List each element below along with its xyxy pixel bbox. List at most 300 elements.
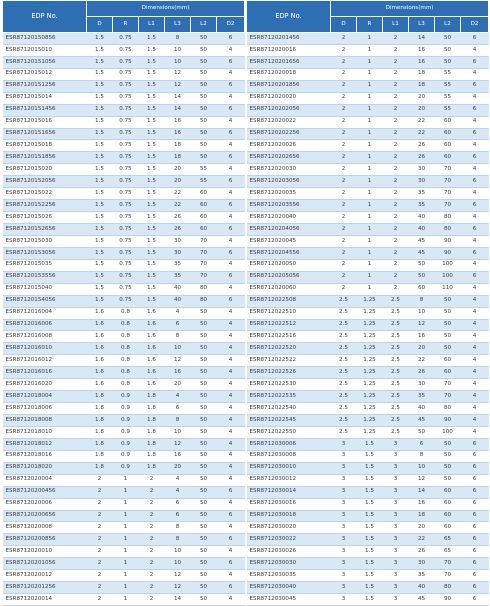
table-row <box>3 415 245 427</box>
cell-d: 1.5 <box>87 56 113 68</box>
cell-l3: 20 <box>165 164 191 176</box>
cell-d2: 6 <box>461 498 489 510</box>
cell-d2: 4 <box>217 498 245 510</box>
cell-d: 1.5 <box>87 128 113 140</box>
table-row <box>3 104 245 116</box>
cell-d2: 6 <box>217 295 245 307</box>
cell-d2: 4 <box>217 307 245 319</box>
col-header-d2: D2 <box>217 17 245 33</box>
cell-l1: 2 <box>139 558 165 570</box>
cell-l3: 35 <box>165 271 191 283</box>
cell-r: 1 <box>357 200 383 212</box>
cell-l2: 60 <box>435 140 461 152</box>
table-row <box>3 224 245 236</box>
cell-r: 0.8 <box>113 331 139 343</box>
cell-d: 3 <box>331 594 357 606</box>
cell-l1: 1.6 <box>139 307 165 319</box>
cell-edp-no: ESR8712015016 <box>3 116 87 128</box>
cell-l1: 1.5 <box>139 33 165 45</box>
cell-r: 0.75 <box>113 128 139 140</box>
cell-l1: 2 <box>139 570 165 582</box>
cell-r: 0.9 <box>113 415 139 427</box>
table-row <box>3 116 245 128</box>
table-row <box>3 462 245 474</box>
cell-edp-no: ESR8712015018 <box>3 140 87 152</box>
cell-d2: 4 <box>461 283 489 295</box>
cell-l2: 50 <box>191 92 217 104</box>
cell-d: 1.6 <box>87 367 113 379</box>
cell-d: 2 <box>87 570 113 582</box>
cell-l1: 2 <box>383 271 409 283</box>
cell-r: 1 <box>357 235 383 247</box>
table-row <box>247 367 489 379</box>
table-row <box>3 438 245 450</box>
cell-l2: 50 <box>191 450 217 462</box>
cell-r: 0.9 <box>113 391 139 403</box>
cell-l1: 2.5 <box>383 415 409 427</box>
cell-l1: 1.5 <box>139 224 165 236</box>
cell-l3: 20 <box>409 343 435 355</box>
cell-d: 3 <box>331 522 357 534</box>
cell-d: 2 <box>331 259 357 271</box>
cell-d2: 4 <box>461 295 489 307</box>
cell-l1: 1.8 <box>139 462 165 474</box>
cell-l3: 10 <box>165 558 191 570</box>
cell-l2: 60 <box>191 224 217 236</box>
cell-r: 0.75 <box>113 68 139 80</box>
cell-d2: 4 <box>217 474 245 486</box>
table-row <box>247 44 489 56</box>
table-row <box>247 486 489 498</box>
cell-r: 0.75 <box>113 80 139 92</box>
cell-d: 2.5 <box>331 403 357 415</box>
cell-l1: 1.5 <box>139 188 165 200</box>
cell-l3: 40 <box>165 295 191 307</box>
cell-d2: 4 <box>461 379 489 391</box>
table-row <box>3 570 245 582</box>
cell-r: 1 <box>357 80 383 92</box>
cell-l3: 14 <box>165 104 191 116</box>
cell-edp-no: ESR87120151856 <box>3 152 87 164</box>
cell-l2: 55 <box>435 104 461 116</box>
cell-l3: 35 <box>409 391 435 403</box>
table-row <box>3 271 245 283</box>
cell-l2: 50 <box>435 438 461 450</box>
cell-r: 1.25 <box>357 319 383 331</box>
cell-l1: 2 <box>383 33 409 45</box>
cell-l1: 3 <box>383 438 409 450</box>
table-row <box>3 486 245 498</box>
cell-d: 2 <box>331 152 357 164</box>
cell-l3: 45 <box>409 247 435 259</box>
cell-edp-no: ESR8712030016 <box>247 498 331 510</box>
cell-l2: 50 <box>191 80 217 92</box>
cell-r: 1.25 <box>357 343 383 355</box>
cell-l1: 2 <box>383 212 409 224</box>
cell-edp-no: ESR8712020045 <box>247 235 331 247</box>
table-row <box>247 558 489 570</box>
table-row <box>3 307 245 319</box>
cell-edp-no: ESR8712020008 <box>3 522 87 534</box>
cell-l1: 1.5 <box>139 56 165 68</box>
cell-l2: 50 <box>191 438 217 450</box>
cell-l1: 2.5 <box>383 343 409 355</box>
cell-r: 0.75 <box>113 200 139 212</box>
cell-d: 1.5 <box>87 140 113 152</box>
cell-l3: 8 <box>165 331 191 343</box>
cell-d: 1.6 <box>87 307 113 319</box>
cell-d: 3 <box>331 450 357 462</box>
cell-edp-no: ESR87120151256 <box>3 80 87 92</box>
cell-r: 1.25 <box>357 403 383 415</box>
cell-l3: 8 <box>165 33 191 45</box>
cell-l1: 2 <box>383 56 409 68</box>
cell-l3: 6 <box>165 403 191 415</box>
cell-edp-no: ESR8712015012 <box>3 68 87 80</box>
cell-edp-no: ESR8712020022 <box>247 116 331 128</box>
cell-l1: 1.5 <box>139 271 165 283</box>
cell-d2: 4 <box>461 319 489 331</box>
table-row <box>247 68 489 80</box>
table-row <box>3 44 245 56</box>
cell-l1: 2 <box>139 546 165 558</box>
cell-d2: 6 <box>461 247 489 259</box>
cell-l3: 12 <box>409 319 435 331</box>
cell-l2: 60 <box>191 200 217 212</box>
cell-d2: 6 <box>217 56 245 68</box>
cell-d2: 4 <box>217 319 245 331</box>
cell-d: 2 <box>87 582 113 594</box>
cell-r: 1 <box>113 474 139 486</box>
cell-l3: 22 <box>165 188 191 200</box>
table-row <box>247 474 489 486</box>
cell-l1: 2 <box>383 152 409 164</box>
cell-edp-no: ESR87120203556 <box>247 200 331 212</box>
cell-r: 0.75 <box>113 164 139 176</box>
table-row <box>3 319 245 331</box>
cell-r: 1.5 <box>357 522 383 534</box>
cell-edp-no: ESR87120153056 <box>3 247 87 259</box>
cell-edp-no: ESR8712030008 <box>247 450 331 462</box>
cell-d: 2 <box>331 92 357 104</box>
cell-l2: 80 <box>191 283 217 295</box>
cell-r: 1.25 <box>357 355 383 367</box>
cell-edp-no: ESR8712022545 <box>247 415 331 427</box>
cell-r: 1 <box>357 68 383 80</box>
cell-l1: 1.5 <box>139 140 165 152</box>
col-header-l2: L2 <box>435 17 461 33</box>
cell-d2: 4 <box>217 44 245 56</box>
cell-l2: 80 <box>435 403 461 415</box>
cell-edp-no: ESR8712015022 <box>3 188 87 200</box>
cell-l1: 3 <box>383 594 409 606</box>
cell-r: 0.75 <box>113 44 139 56</box>
cell-r: 0.8 <box>113 367 139 379</box>
cell-l1: 1.5 <box>139 104 165 116</box>
table-row <box>247 570 489 582</box>
cell-d2: 4 <box>217 212 245 224</box>
cell-l1: 3 <box>383 510 409 522</box>
cell-l3: 20 <box>409 92 435 104</box>
cell-d: 2 <box>331 188 357 200</box>
cell-edp-no: ESR8712018010 <box>3 426 87 438</box>
cell-l2: 55 <box>435 92 461 104</box>
cell-r: 1 <box>357 128 383 140</box>
cell-r: 1 <box>357 283 383 295</box>
table-row <box>247 450 489 462</box>
cell-edp-no: ESR87120201656 <box>247 56 331 68</box>
cell-l2: 60 <box>435 128 461 140</box>
cell-d: 3 <box>331 498 357 510</box>
cell-l1: 2 <box>139 594 165 606</box>
cell-l3: 26 <box>165 224 191 236</box>
cell-l2: 55 <box>435 80 461 92</box>
table-row <box>3 92 245 104</box>
cell-r: 1.25 <box>357 391 383 403</box>
cell-l2: 50 <box>191 498 217 510</box>
cell-l2: 70 <box>191 271 217 283</box>
cell-l3: 30 <box>409 164 435 176</box>
cell-d: 1.8 <box>87 438 113 450</box>
cell-l3: 22 <box>409 116 435 128</box>
cell-r: 1 <box>357 44 383 56</box>
cell-r: 1 <box>357 188 383 200</box>
cell-r: 1 <box>357 116 383 128</box>
table-row <box>3 379 245 391</box>
cell-d2: 4 <box>461 188 489 200</box>
cell-l3: 22 <box>409 534 435 546</box>
cell-l3: 18 <box>409 68 435 80</box>
table-row <box>247 426 489 438</box>
cell-l2: 50 <box>435 474 461 486</box>
table-row <box>3 295 245 307</box>
table-row <box>3 367 245 379</box>
cell-d2: 4 <box>461 355 489 367</box>
cell-d2: 4 <box>217 462 245 474</box>
cell-edp-no: ESR87120203056 <box>247 176 331 188</box>
table-row <box>3 546 245 558</box>
cell-edp-no: ESR8712018020 <box>3 462 87 474</box>
cell-d2: 6 <box>217 33 245 45</box>
cell-l2: 50 <box>191 355 217 367</box>
cell-d: 1.5 <box>87 188 113 200</box>
cell-edp-no: ESR8712020050 <box>247 259 331 271</box>
cell-edp-no: ESR8712016020 <box>3 379 87 391</box>
cell-d: 2.5 <box>331 426 357 438</box>
cell-d2: 6 <box>461 438 489 450</box>
cell-l3: 12 <box>165 582 191 594</box>
cell-l3: 10 <box>165 426 191 438</box>
cell-r: 1.5 <box>357 546 383 558</box>
cell-l2: 50 <box>191 128 217 140</box>
cell-l1: 2 <box>383 44 409 56</box>
cell-d2: 6 <box>461 486 489 498</box>
cell-l1: 2 <box>139 582 165 594</box>
cell-d2: 6 <box>461 56 489 68</box>
cell-d: 3 <box>331 534 357 546</box>
cell-l2: 100 <box>435 426 461 438</box>
cell-edp-no: ESR8712030045 <box>247 594 331 606</box>
cell-d: 3 <box>331 558 357 570</box>
cell-d2: 4 <box>217 522 245 534</box>
cell-edp-no: ESR87120201456 <box>247 33 331 45</box>
cell-l2: 50 <box>191 415 217 427</box>
cell-d: 1.5 <box>87 271 113 283</box>
cell-edp-no: ESR87120201856 <box>247 80 331 92</box>
cell-l1: 3 <box>383 558 409 570</box>
cell-l2: 60 <box>435 355 461 367</box>
cell-edp-no: ESR87120204056 <box>247 224 331 236</box>
cell-edp-no: ESR8712030006 <box>247 438 331 450</box>
cell-d: 2.5 <box>331 295 357 307</box>
cell-l2: 50 <box>191 152 217 164</box>
cell-edp-no: ESR8712020035 <box>247 188 331 200</box>
cell-d: 2 <box>331 200 357 212</box>
cell-d: 1.8 <box>87 391 113 403</box>
cell-l3: 16 <box>165 128 191 140</box>
cell-l2: 50 <box>191 582 217 594</box>
cell-l3: 14 <box>165 594 191 606</box>
cell-l1: 1.5 <box>139 235 165 247</box>
cell-d: 2 <box>87 522 113 534</box>
cell-edp-no: ESR8712016012 <box>3 355 87 367</box>
cell-l3: 22 <box>409 128 435 140</box>
cell-l2: 70 <box>435 379 461 391</box>
cell-r: 1 <box>357 104 383 116</box>
cell-r: 0.75 <box>113 271 139 283</box>
table-row <box>3 403 245 415</box>
cell-edp-no: ESR8712030014 <box>247 486 331 498</box>
cell-d2: 6 <box>461 128 489 140</box>
cell-d: 2 <box>87 534 113 546</box>
cell-d: 2.5 <box>331 331 357 343</box>
cell-l1: 1.5 <box>139 128 165 140</box>
cell-l1: 3 <box>383 582 409 594</box>
cell-l3: 35 <box>409 188 435 200</box>
cell-l1: 1.8 <box>139 438 165 450</box>
cell-l2: 60 <box>435 116 461 128</box>
cell-d: 2.5 <box>331 355 357 367</box>
cell-d2: 6 <box>461 152 489 164</box>
table-row <box>3 594 245 606</box>
table-row <box>3 343 245 355</box>
cell-d2: 6 <box>461 546 489 558</box>
table-row <box>247 498 489 510</box>
table-row <box>3 212 245 224</box>
cell-l3: 35 <box>409 200 435 212</box>
cell-d: 3 <box>331 582 357 594</box>
cell-r: 0.8 <box>113 379 139 391</box>
table-row <box>247 176 489 188</box>
table-row <box>3 128 245 140</box>
table-row <box>247 594 489 606</box>
cell-l1: 3 <box>383 486 409 498</box>
cell-d: 2 <box>331 176 357 188</box>
cell-d2: 6 <box>217 152 245 164</box>
cell-l3: 40 <box>409 582 435 594</box>
cell-d: 1.6 <box>87 355 113 367</box>
cell-edp-no: ESR8712030018 <box>247 510 331 522</box>
cell-l3: 26 <box>165 212 191 224</box>
cell-d2: 4 <box>217 379 245 391</box>
cell-d2: 4 <box>217 68 245 80</box>
table-row <box>247 582 489 594</box>
cell-d: 1.8 <box>87 426 113 438</box>
cell-edp-no: ESR8712030022 <box>247 534 331 546</box>
cell-l2: 50 <box>191 510 217 522</box>
cell-edp-no: ESR8712022530 <box>247 379 331 391</box>
cell-d2: 6 <box>461 582 489 594</box>
cell-l3: 8 <box>409 450 435 462</box>
cell-edp-no: ESR8712022540 <box>247 403 331 415</box>
table-body <box>247 33 489 606</box>
table-row <box>247 188 489 200</box>
cell-r: 1.5 <box>357 510 383 522</box>
cell-l2: 50 <box>191 426 217 438</box>
cell-r: 1.25 <box>357 331 383 343</box>
col-header-d: D <box>87 17 113 33</box>
cell-d: 1.8 <box>87 450 113 462</box>
cell-d: 1.5 <box>87 176 113 188</box>
cell-edp-no: ESR8712022508 <box>247 295 331 307</box>
table-row <box>3 152 245 164</box>
cell-d2: 4 <box>217 331 245 343</box>
cell-l1: 3 <box>383 498 409 510</box>
table-row <box>247 271 489 283</box>
cell-edp-no: ESR8712022522 <box>247 355 331 367</box>
cell-l3: 45 <box>409 415 435 427</box>
cell-d: 1.5 <box>87 283 113 295</box>
cell-d: 2.5 <box>331 307 357 319</box>
cell-r: 1 <box>357 56 383 68</box>
cell-edp-no: ESR87120202056 <box>247 104 331 116</box>
cell-r: 1 <box>113 570 139 582</box>
cell-d2: 4 <box>461 68 489 80</box>
cell-r: 0.75 <box>113 224 139 236</box>
cell-l1: 1.6 <box>139 319 165 331</box>
table-row <box>3 331 245 343</box>
table-row <box>3 474 245 486</box>
cell-l2: 50 <box>191 474 217 486</box>
cell-r: 1.25 <box>357 307 383 319</box>
cell-edp-no: ESR8712022526 <box>247 367 331 379</box>
cell-l2: 50 <box>435 462 461 474</box>
cell-l2: 50 <box>191 56 217 68</box>
table-row <box>247 259 489 271</box>
table-header <box>247 1 489 33</box>
cell-r: 0.75 <box>113 152 139 164</box>
cell-d: 1.5 <box>87 212 113 224</box>
cell-r: 0.75 <box>113 283 139 295</box>
cell-r: 1 <box>357 92 383 104</box>
table-row <box>247 224 489 236</box>
cell-l1: 1.5 <box>139 212 165 224</box>
cell-d2: 6 <box>461 594 489 606</box>
cell-d2: 4 <box>217 391 245 403</box>
cell-edp-no: ESR87120152656 <box>3 224 87 236</box>
cell-l1: 1.8 <box>139 426 165 438</box>
cell-d2: 6 <box>461 570 489 582</box>
cell-l2: 80 <box>435 224 461 236</box>
cell-l3: 10 <box>165 44 191 56</box>
cell-l3: 6 <box>165 498 191 510</box>
cell-l1: 1.5 <box>139 80 165 92</box>
cell-r: 0.75 <box>113 188 139 200</box>
cell-d: 1.5 <box>87 44 113 56</box>
cell-d2: 6 <box>217 558 245 570</box>
cell-edp-no: ESR8712020012 <box>3 570 87 582</box>
dimensions-header: Dimensions(mm) <box>87 1 245 17</box>
